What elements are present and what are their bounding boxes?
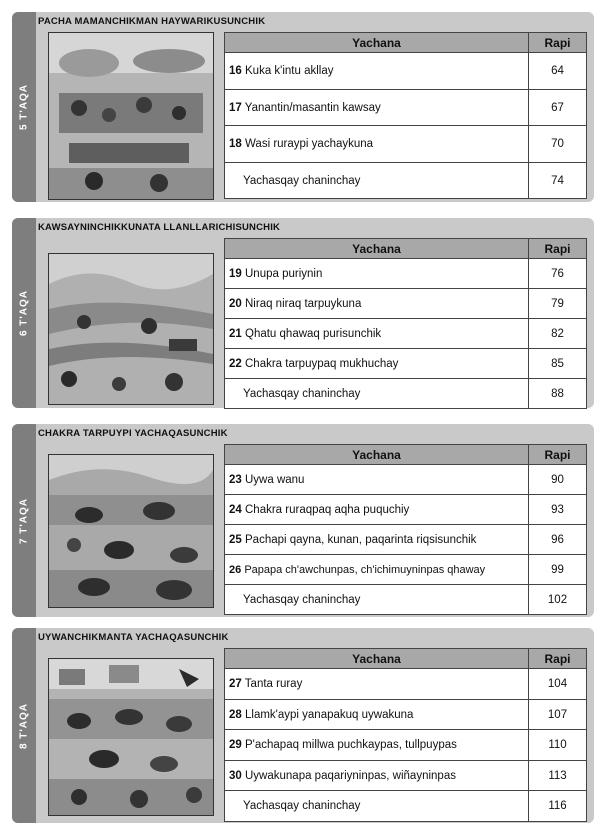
unit-6-panel — [12, 218, 594, 408]
lesson-number: 19 — [229, 267, 242, 280]
unit-tab-label: 7 T'AQA — [18, 497, 30, 544]
lesson-page: 104 — [529, 669, 587, 700]
unit-8-panel — [12, 628, 594, 823]
table-row — [225, 379, 587, 409]
unit-illustration — [48, 658, 214, 816]
lesson-title: Unupa puriynin — [245, 267, 323, 280]
table-row — [225, 669, 587, 700]
unit-tab — [12, 218, 36, 408]
lesson-number: 23 — [229, 473, 242, 486]
review-title: Yachasqay chaninchay — [225, 379, 529, 409]
unit-illustration — [48, 454, 214, 608]
unit-title: KAWSAYNINCHIKKUNATA LLANLLARICHISUNCHIK — [38, 222, 281, 233]
lesson-title: Uywa wanu — [245, 473, 305, 486]
col-header-yachana: Yachana — [225, 649, 529, 669]
lesson-number: 24 — [229, 503, 242, 516]
lesson-title: Wasi ruraypi yachaykuna — [245, 138, 374, 150]
lessons-table — [224, 648, 587, 822]
col-header-yachana: Yachana — [225, 445, 529, 465]
review-title: Yachasqay chaninchay — [225, 791, 529, 822]
table-row — [225, 525, 587, 555]
lesson-number: 26 — [229, 563, 242, 576]
unit-title: UYWANCHIKMANTA YACHAQASUNCHIK — [38, 632, 229, 643]
col-header-rapi: Rapi — [529, 239, 587, 259]
lesson-page: 116 — [529, 791, 587, 822]
lesson-page: 79 — [529, 289, 587, 319]
unit-title: CHAKRA TARPUYPI YACHAQASUNCHIK — [38, 428, 228, 439]
col-header-rapi: Rapi — [529, 445, 587, 465]
lesson-page: 67 — [529, 90, 587, 126]
lesson-page: 88 — [529, 379, 587, 409]
table-row — [225, 126, 587, 163]
lesson-title: Kuka k'intu akllay — [245, 65, 334, 77]
lesson-title: Pachapi qayna, kunan, paqarinta riqsisunchik — [245, 533, 477, 546]
lesson-title: Qhatu qhawaq purisunchik — [245, 327, 382, 340]
lesson-page: 64 — [529, 53, 587, 90]
lesson-title: Uywakunapa paqariyninpas, wiñayninpas — [245, 769, 456, 782]
lesson-title: Llamk'aypi yanapakuq uywakuna — [245, 708, 414, 721]
unit-tab-label: 8 T'AQA — [18, 702, 30, 749]
unit-7-panel — [12, 424, 594, 617]
col-header-yachana: Yachana — [225, 239, 529, 259]
lesson-page: 96 — [529, 525, 587, 555]
lesson-title: P'achapaq millwa puchkaypas, tullpuypas — [245, 739, 457, 751]
table-row — [225, 791, 587, 822]
table-row — [225, 465, 587, 495]
lesson-page: 99 — [529, 555, 587, 585]
lesson-title: Chakra tarpuypaq mukhuchay — [245, 357, 399, 370]
lesson-number: 22 — [229, 357, 242, 370]
lesson-page: 74 — [529, 163, 587, 199]
table-row — [225, 349, 587, 379]
lessons-table — [224, 32, 587, 199]
lesson-title: Chakra ruraqpaq aqha puquchiy — [245, 503, 410, 516]
lesson-number: 20 — [229, 297, 242, 310]
table-row — [225, 289, 587, 319]
lesson-title: Yanantin/masantin kawsay — [244, 101, 381, 114]
unit-5-panel — [12, 12, 594, 202]
table-row — [225, 730, 587, 761]
lesson-number: 16 — [229, 65, 242, 77]
table-row — [225, 555, 587, 585]
unit-tab — [12, 424, 36, 617]
lesson-page: 110 — [529, 730, 587, 761]
lesson-number: 29 — [229, 739, 242, 751]
col-header-rapi: Rapi — [529, 33, 587, 53]
lesson-page: 82 — [529, 319, 587, 349]
table-row — [225, 90, 587, 126]
unit-illustration — [48, 32, 214, 200]
lesson-page: 93 — [529, 495, 587, 525]
table-row — [225, 700, 587, 730]
lesson-number: 21 — [229, 327, 242, 340]
review-title: Yachasqay chaninchay — [225, 585, 529, 615]
lesson-title: Papapa ch'awchunpas, ch'ichimuyninpas qhaway — [244, 563, 486, 576]
lesson-number: 27 — [229, 678, 242, 690]
lesson-page: 70 — [529, 126, 587, 163]
table-row — [225, 53, 587, 90]
col-header-rapi: Rapi — [529, 649, 587, 669]
lessons-table — [224, 444, 587, 615]
lesson-page: 113 — [529, 761, 587, 791]
unit-illustration — [48, 253, 214, 405]
review-title: Yachasqay chaninchay — [225, 163, 529, 199]
table-row — [225, 761, 587, 791]
lesson-page: 102 — [529, 585, 587, 615]
lesson-page: 76 — [529, 259, 587, 289]
table-row — [225, 163, 587, 199]
col-header-yachana: Yachana — [225, 33, 529, 53]
table-row — [225, 585, 587, 615]
lesson-number: 28 — [229, 708, 242, 721]
lesson-title: Tanta ruray — [244, 678, 303, 690]
table-row — [225, 495, 587, 525]
lesson-number: 18 — [229, 138, 242, 150]
lesson-number: 17 — [229, 101, 242, 114]
lesson-page: 85 — [529, 349, 587, 379]
lesson-number: 25 — [229, 533, 242, 546]
unit-tab-label: 5 T'AQA — [18, 83, 30, 131]
lesson-number: 30 — [229, 769, 242, 782]
lesson-page: 107 — [529, 700, 587, 730]
unit-tab — [12, 628, 36, 823]
table-row — [225, 259, 587, 289]
unit-tab-label: 6 T'AQA — [18, 289, 30, 337]
unit-title: PACHA MAMANCHIKMAN HAYWARIKUSUNCHIK — [38, 16, 266, 27]
lesson-page: 90 — [529, 465, 587, 495]
lesson-title: Niraq niraq tarpuykuna — [245, 297, 362, 310]
lessons-table — [224, 238, 587, 409]
unit-tab — [12, 12, 36, 202]
table-row — [225, 319, 587, 349]
